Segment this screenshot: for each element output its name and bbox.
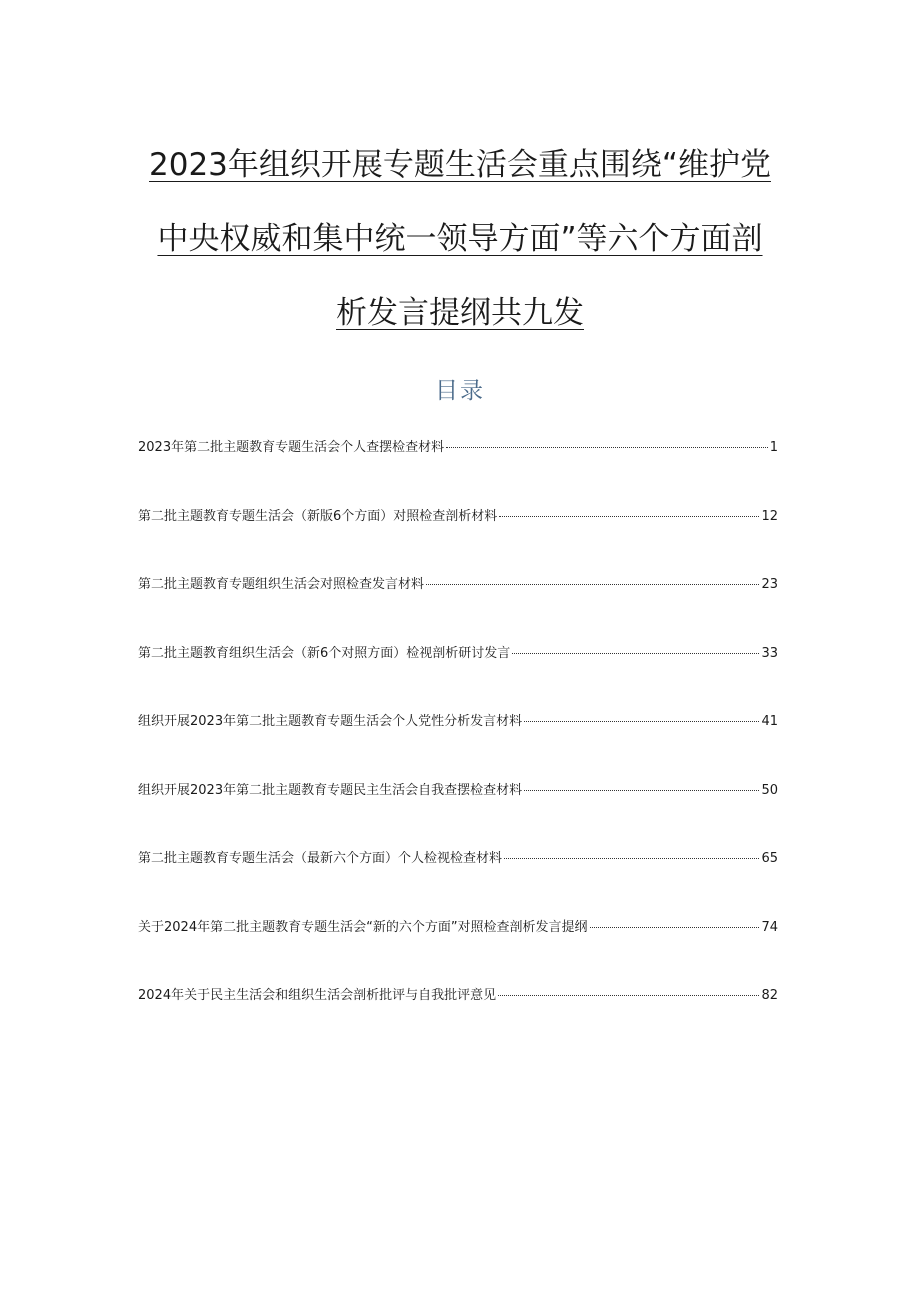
toc-entry-text: 第二批主题教育专题生活会（新版6个方面）对照检查剖析材料 [138, 508, 498, 524]
toc-page-number: 74 [761, 919, 778, 935]
title-line-3: 析发言提纲共九发 [336, 295, 584, 331]
dot-leader [590, 927, 760, 928]
toc-entry[interactable] [138, 779, 778, 848]
dot-leader [426, 584, 759, 585]
toc-entry-text: 组织开展2023年第二批主题教育专题生活会个人党性分析发言材料 [138, 714, 523, 729]
dot-leader [504, 858, 759, 859]
toc-entry-text: 关于2024年第二批主题教育专题生活会“新的六个方面”对照检查剖析发言提纲 [138, 919, 588, 935]
table-of-contents [138, 436, 778, 1053]
dot-leader [498, 995, 759, 996]
toc-page-number: 82 [761, 988, 778, 1003]
toc-entry-text: 第二批主题教育专题生活会（最新六个方面）个人检视检查材料 [138, 851, 503, 866]
toc-entry[interactable] [138, 847, 778, 916]
dot-leader [524, 790, 759, 791]
toc-entry[interactable] [138, 984, 778, 1053]
title-line-2: 中央权威和集中统一领导方面”等六个方面剖 [157, 221, 763, 257]
document-title [140, 128, 780, 350]
toc-entry[interactable] [138, 505, 778, 574]
toc-page-number: 41 [761, 714, 778, 729]
dot-leader [446, 447, 768, 448]
dot-leader [524, 721, 759, 722]
toc-entry-text: 2023年第二批主题教育专题生活会个人查摆检查材料 [138, 440, 445, 455]
toc-page-number: 12 [761, 508, 778, 524]
toc-entry-text: 2024年关于民主生活会和组织生活会剖析批评与自我批评意见 [138, 988, 497, 1003]
toc-page-number: 23 [761, 577, 778, 592]
toc-page-number: 1 [769, 440, 778, 455]
dot-leader [512, 653, 759, 654]
toc-page-number: 33 [761, 645, 778, 661]
toc-entry[interactable] [138, 642, 778, 711]
toc-entry-text: 组织开展2023年第二批主题教育专题民主生活会自我查摆检查材料 [138, 782, 523, 798]
toc-heading: 目录 [435, 378, 485, 404]
dot-leader [499, 516, 759, 517]
title-line-1: 2023年组织开展专题生活会重点围绕“维护党 [149, 147, 771, 183]
toc-entry-text: 第二批主题教育专题组织生活会对照检查发言材料 [138, 577, 425, 592]
toc-page-number: 50 [761, 782, 778, 798]
toc-entry[interactable] [138, 710, 778, 779]
toc-entry[interactable] [138, 436, 778, 505]
toc-entry[interactable] [138, 573, 778, 642]
toc-page-number: 65 [761, 851, 778, 866]
toc-entry-text: 第二批主题教育组织生活会（新6个对照方面）检视剖析研讨发言 [138, 645, 511, 661]
toc-entry[interactable] [138, 916, 778, 985]
